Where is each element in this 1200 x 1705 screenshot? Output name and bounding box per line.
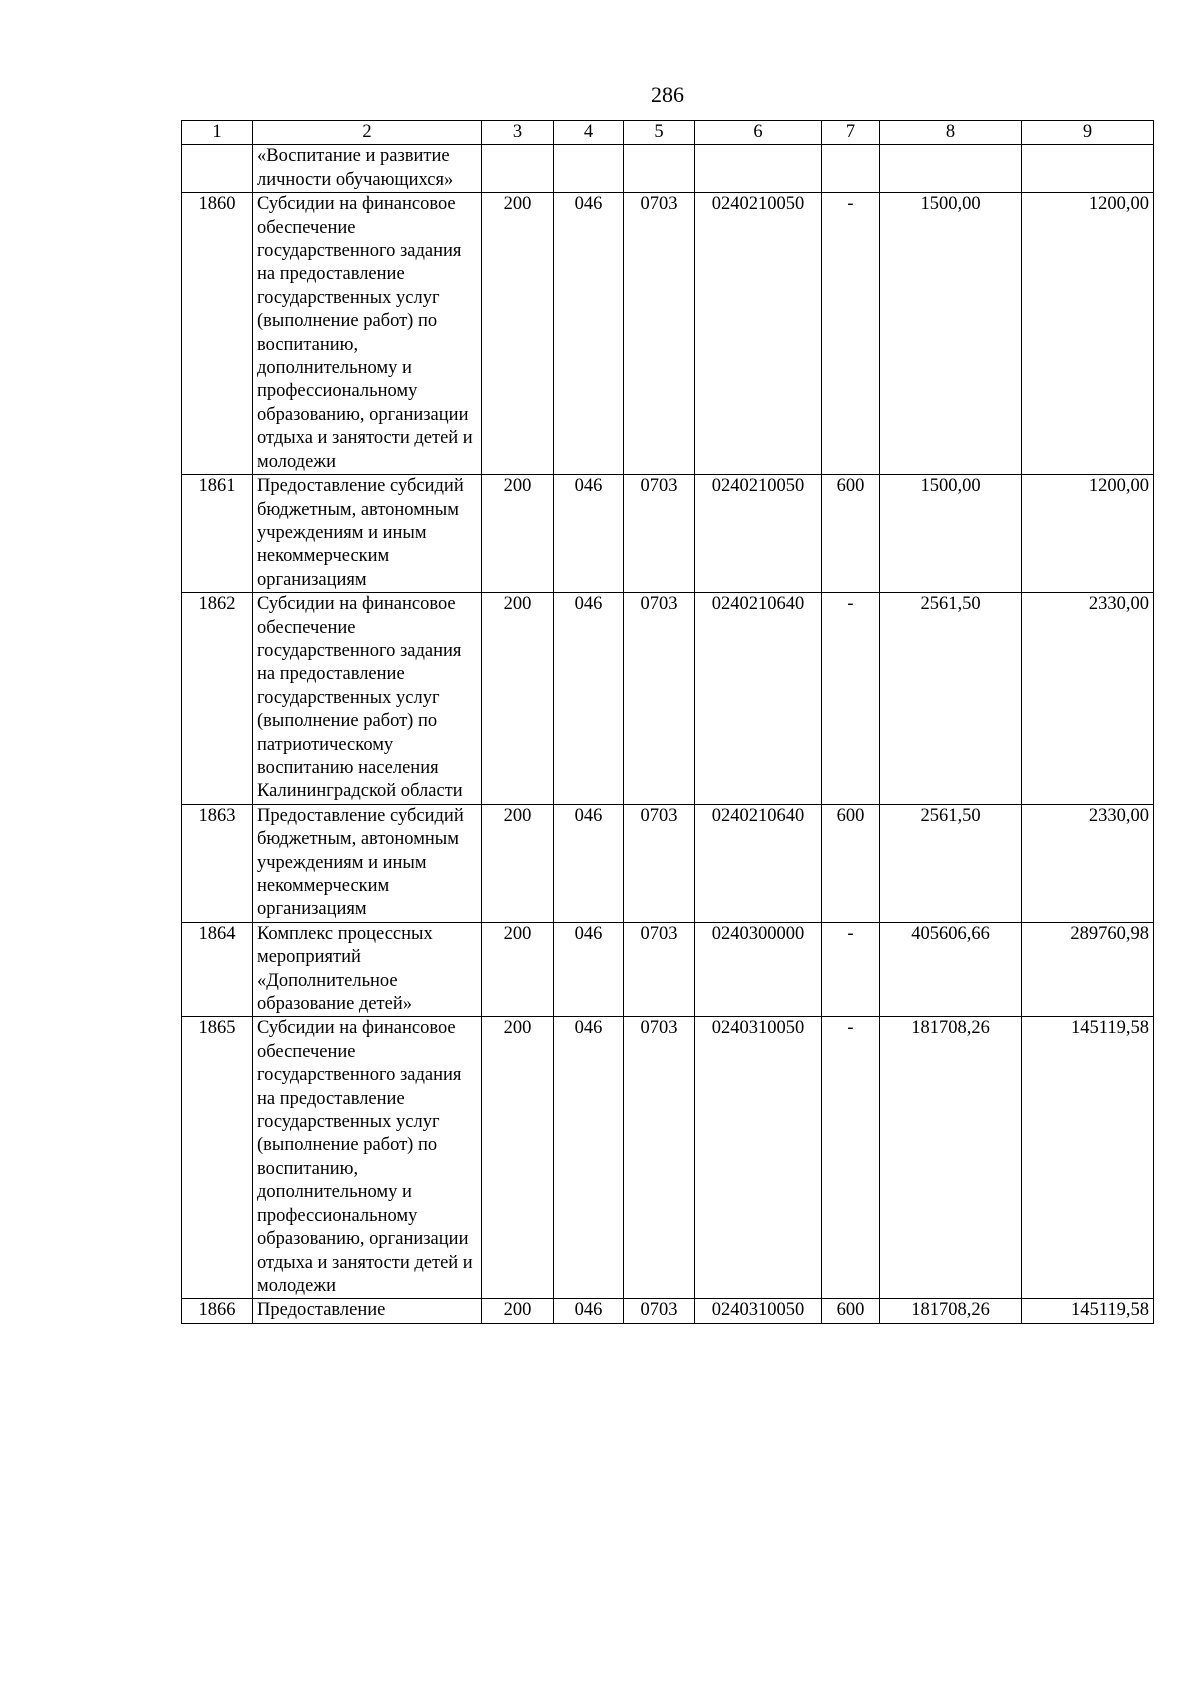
row-number-cell <box>182 145 253 193</box>
code-col3-cell: 200 <box>482 922 554 1017</box>
code-col5-cell: 0703 <box>624 804 695 922</box>
code-col5-cell: 0703 <box>624 1017 695 1299</box>
code-col3-cell: 200 <box>482 804 554 922</box>
amount-col9-cell: 2330,00 <box>1022 593 1154 805</box>
header-cell-1: 1 <box>182 121 253 145</box>
amount-col8-cell: 1500,00 <box>880 193 1022 475</box>
code-col4-cell: 046 <box>554 475 624 593</box>
code-col3-cell: 200 <box>482 1299 554 1323</box>
code-col7-cell: - <box>822 922 880 1017</box>
row-number-cell: 1865 <box>182 1017 253 1299</box>
code-col5-cell <box>624 145 695 193</box>
code-col3-cell: 200 <box>482 1017 554 1299</box>
code-col6-cell: 0240210050 <box>695 475 822 593</box>
header-cell-7: 7 <box>822 121 880 145</box>
header-cell-9: 9 <box>1022 121 1154 145</box>
amount-col8-cell: 1500,00 <box>880 475 1022 593</box>
row-number-cell: 1861 <box>182 475 253 593</box>
row-number-cell: 1862 <box>182 593 253 805</box>
code-col6-cell: 0240300000 <box>695 922 822 1017</box>
code-col4-cell: 046 <box>554 804 624 922</box>
table-row <box>182 1017 1154 1299</box>
row-number-cell: 1866 <box>182 1299 253 1323</box>
table-row <box>182 804 1154 922</box>
amount-col9-cell: 145119,58 <box>1022 1017 1154 1299</box>
code-col7-cell: - <box>822 593 880 805</box>
code-col7-cell <box>822 145 880 193</box>
amount-col9-cell: 289760,98 <box>1022 922 1154 1017</box>
header-cell-4: 4 <box>554 121 624 145</box>
code-col5-cell: 0703 <box>624 922 695 1017</box>
header-cell-2: 2 <box>253 121 482 145</box>
header-cell-5: 5 <box>624 121 695 145</box>
amount-col9-cell: 1200,00 <box>1022 193 1154 475</box>
code-col6-cell: 0240210050 <box>695 193 822 475</box>
code-col4-cell <box>554 145 624 193</box>
code-col3-cell: 200 <box>482 193 554 475</box>
code-col7-cell: 600 <box>822 475 880 593</box>
amount-col8-cell: 2561,50 <box>880 593 1022 805</box>
item-name-cell: Комплекс процессных мероприятий «Дополнительное образование детей» <box>253 922 482 1017</box>
table-row <box>182 593 1154 805</box>
code-col4-cell: 046 <box>554 193 624 475</box>
table-row <box>182 145 1154 193</box>
header-cell-6: 6 <box>695 121 822 145</box>
code-col5-cell: 0703 <box>624 1299 695 1323</box>
header-cell-3: 3 <box>482 121 554 145</box>
code-col6-cell <box>695 145 822 193</box>
item-name-cell: Предоставление <box>253 1299 482 1323</box>
code-col7-cell: 600 <box>822 1299 880 1323</box>
item-name-cell: Субсидии на финансовое обеспечение государственного задания на предоставление государственных услуг (выполнение работ) по патриотическому воспитанию населения Калининградской области <box>253 593 482 805</box>
code-col4-cell: 046 <box>554 922 624 1017</box>
code-col4-cell: 046 <box>554 593 624 805</box>
amount-col8-cell: 181708,26 <box>880 1299 1022 1323</box>
code-col7-cell: - <box>822 193 880 475</box>
code-col5-cell: 0703 <box>624 193 695 475</box>
table-body <box>182 145 1154 1323</box>
header-cell-8: 8 <box>880 121 1022 145</box>
table-row <box>182 1299 1154 1323</box>
code-col3-cell: 200 <box>482 475 554 593</box>
code-col7-cell: - <box>822 1017 880 1299</box>
amount-col8-cell: 405606,66 <box>880 922 1022 1017</box>
header-row <box>182 121 1154 145</box>
code-col4-cell: 046 <box>554 1299 624 1323</box>
page-number: 286 <box>651 82 684 107</box>
amount-col9-cell: 145119,58 <box>1022 1299 1154 1323</box>
amount-col9-cell: 2330,00 <box>1022 804 1154 922</box>
row-number-cell: 1864 <box>182 922 253 1017</box>
code-col5-cell: 0703 <box>624 593 695 805</box>
item-name-cell: Субсидии на финансовое обеспечение государственного задания на предоставление государственных услуг (выполнение работ) по воспитанию, дополнительному и профессиональному образованию, организации отдыха и занятости детей и молодежи <box>253 193 482 475</box>
code-col5-cell: 0703 <box>624 475 695 593</box>
code-col6-cell: 0240310050 <box>695 1017 822 1299</box>
item-name-cell: Субсидии на финансовое обеспечение государственного задания на предоставление государственных услуг (выполнение работ) по воспитанию, дополнительному и профессиональному образованию, организации отдыха и занятости детей и молодежи <box>253 1017 482 1299</box>
code-col7-cell: 600 <box>822 804 880 922</box>
amount-col9-cell: 1200,00 <box>1022 475 1154 593</box>
row-number-cell: 1860 <box>182 193 253 475</box>
code-col6-cell: 0240310050 <box>695 1299 822 1323</box>
item-name-cell: Предоставление субсидий бюджетным, автономным учреждениям и иным некоммерческим организациям <box>253 804 482 922</box>
table-row <box>182 475 1154 593</box>
code-col4-cell: 046 <box>554 1017 624 1299</box>
amount-col9-cell <box>1022 145 1154 193</box>
budget-table <box>181 120 1154 1324</box>
code-col6-cell: 0240210640 <box>695 593 822 805</box>
code-col3-cell: 200 <box>482 593 554 805</box>
amount-col8-cell: 181708,26 <box>880 1017 1022 1299</box>
item-name-cell: «Воспитание и развитие личности обучающихся» <box>253 145 482 193</box>
table-row <box>182 922 1154 1017</box>
code-col6-cell: 0240210640 <box>695 804 822 922</box>
row-number-cell: 1863 <box>182 804 253 922</box>
amount-col8-cell <box>880 145 1022 193</box>
table-row <box>182 193 1154 475</box>
item-name-cell: Предоставление субсидий бюджетным, автономным учреждениям и иным некоммерческим организациям <box>253 475 482 593</box>
amount-col8-cell: 2561,50 <box>880 804 1022 922</box>
code-col3-cell <box>482 145 554 193</box>
